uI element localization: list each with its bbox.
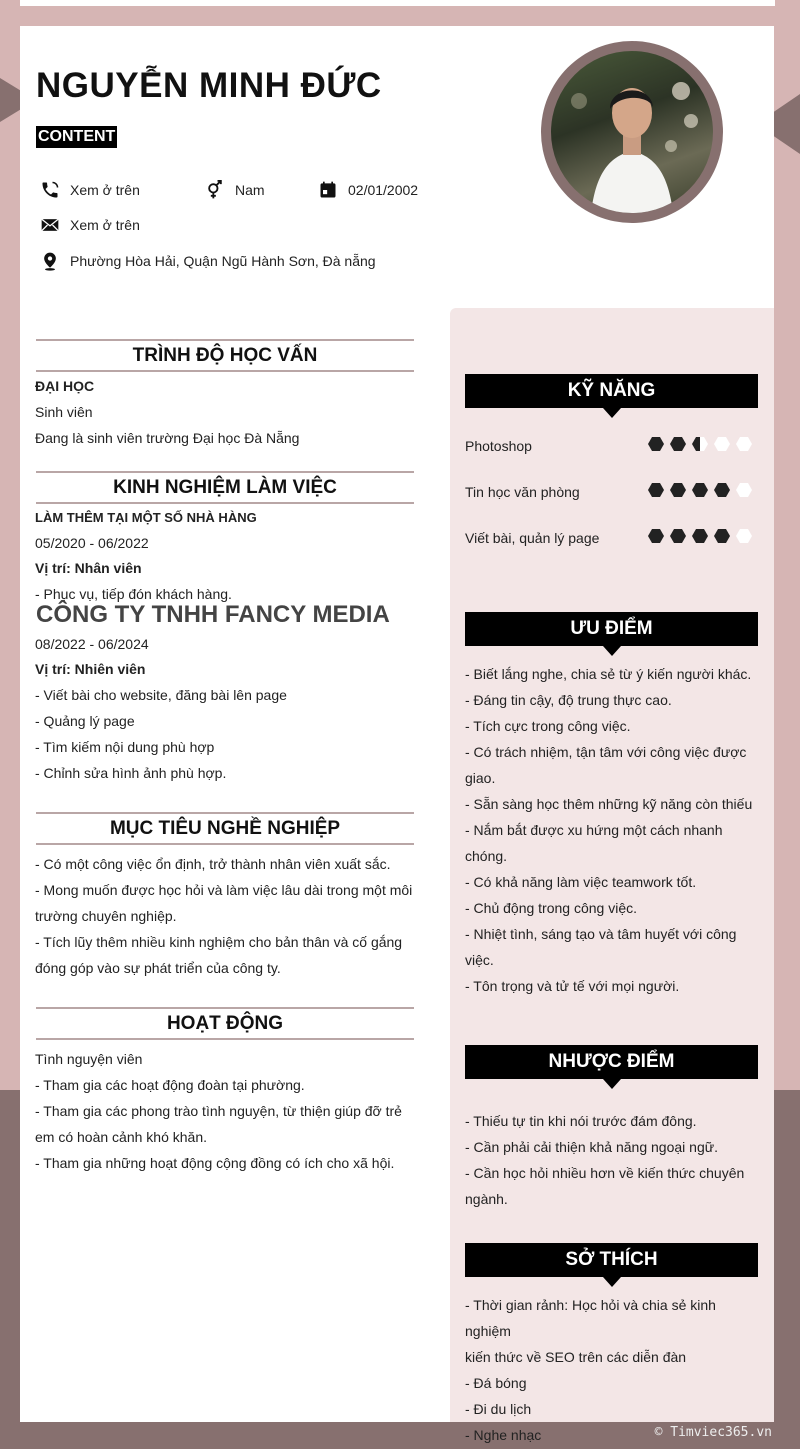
job2-detail: - Viết bài cho website, đăng bài lên page bbox=[35, 687, 287, 703]
job2-position: Vị trí: Nhiên viên bbox=[35, 661, 146, 677]
activity-line: em có hoàn cảnh khó khăn. bbox=[35, 1129, 208, 1145]
address-row bbox=[40, 250, 376, 272]
hobby-line: - Đi du lịch bbox=[465, 1401, 532, 1417]
phone-icon bbox=[40, 180, 60, 200]
objective-line: đóng góp vào sự phát triển của công ty. bbox=[35, 960, 281, 976]
activity-line: - Tham gia những hoạt động cộng đồng có ích cho xã hội. bbox=[35, 1155, 395, 1171]
skill-label: Photoshop bbox=[465, 438, 532, 454]
hobbies-title: SỞ THÍCH bbox=[465, 1243, 758, 1277]
experience-title: KINH NGHIỆM LÀM VIỆC bbox=[36, 471, 414, 504]
job2-period: 08/2022 - 06/2024 bbox=[35, 636, 149, 652]
weakness-line: - Thiếu tự tin khi nói trước đám đông. bbox=[465, 1113, 697, 1129]
skill-rating bbox=[648, 437, 752, 451]
skill-dot bbox=[692, 529, 708, 543]
email-value: Xem ở trên bbox=[70, 217, 140, 233]
candidate-name: NGUYỄN MINH ĐỨC bbox=[36, 66, 382, 105]
dob-value: 02/01/2002 bbox=[348, 182, 419, 198]
gender-value: Nam bbox=[235, 182, 265, 198]
strengths-title: ƯU ĐIỂM bbox=[465, 612, 758, 646]
strength-line: - Chủ động trong công việc. bbox=[465, 900, 637, 916]
strength-line: - Có trách nhiệm, tận tâm với công việc được bbox=[465, 744, 747, 760]
skill-dot bbox=[736, 483, 752, 497]
position-tag: CONTENT bbox=[36, 126, 117, 148]
strength-line: - Nắm bắt được xu hứng một cách nhanh bbox=[465, 822, 723, 838]
strength-line: - Tích cực trong công việc. bbox=[465, 718, 631, 734]
calendar-icon bbox=[318, 180, 338, 200]
strength-line: giao. bbox=[465, 770, 496, 786]
skill-dot bbox=[648, 529, 664, 543]
avatar-photo bbox=[551, 51, 713, 213]
education-school: ĐẠI HỌC bbox=[35, 378, 95, 394]
skill-label: Tin học văn phòng bbox=[465, 484, 580, 500]
skills-title: KỸ NĂNG bbox=[465, 374, 758, 408]
skill-dot bbox=[736, 529, 752, 543]
job1-period: 05/2020 - 06/2022 bbox=[35, 535, 149, 551]
objective-line: - Mong muốn được học hỏi và làm việc lâu dài trong một môi bbox=[35, 882, 413, 898]
strength-line: - Biết lắng nghe, chia sẻ từ ý kiến người khác. bbox=[465, 666, 752, 682]
job1-company: LÀM THÊM TẠI MỘT SỐ NHÀ HÀNG bbox=[35, 510, 257, 525]
activity-line: - Tham gia các phong trào tình nguyện, từ thiện giúp đỡ trẻ bbox=[35, 1103, 402, 1119]
dob-row bbox=[318, 180, 418, 200]
hobby-line: - Đá bóng bbox=[465, 1375, 527, 1391]
weaknesses-title: NHƯỢC ĐIỂM bbox=[465, 1045, 758, 1079]
skill-dot bbox=[692, 437, 708, 451]
watermark: © Timviec365.vn bbox=[654, 1425, 772, 1440]
education-status: Sinh viên bbox=[35, 404, 93, 420]
objective-line: - Có một công việc ổn định, trở thành nhân viên xuất sắc. bbox=[35, 856, 391, 872]
weakness-line: - Cần học hỏi nhiều hơn về kiến thức chuyên bbox=[465, 1165, 745, 1181]
skill-rating bbox=[648, 483, 752, 497]
education-title: TRÌNH ĐỘ HỌC VẤN bbox=[36, 339, 414, 372]
avatar-frame bbox=[541, 41, 723, 223]
strength-line: - Có khả năng làm việc teamwork tốt. bbox=[465, 874, 697, 890]
address-value: Phường Hòa Hải, Quận Ngũ Hành Sơn, Đà nẵng bbox=[70, 253, 376, 269]
job2-detail: - Tìm kiếm nội dung phù hợp bbox=[35, 739, 215, 755]
job2-detail: - Quảng lý page bbox=[35, 713, 135, 729]
objective-title: MỤC TIÊU NGHỀ NGHIỆP bbox=[36, 812, 414, 845]
hobby-line: - Nghe nhạc bbox=[465, 1427, 542, 1443]
activity-line: - Tham gia các hoạt động đoàn tại phường. bbox=[35, 1077, 305, 1093]
skill-dot bbox=[736, 437, 752, 451]
top-strip bbox=[20, 0, 775, 6]
skill-dot bbox=[648, 437, 664, 451]
strength-line: - Nhiệt tình, sáng tạo và tâm huyết với công bbox=[465, 926, 737, 942]
skill-dot bbox=[714, 437, 730, 451]
strength-line: - Sẵn sàng học thêm những kỹ năng còn thiếu bbox=[465, 796, 753, 812]
skill-dot bbox=[692, 483, 708, 497]
strength-line: - Đáng tin cậy, độ trung thực cao. bbox=[465, 692, 672, 708]
phone-row bbox=[40, 180, 140, 200]
skill-dot bbox=[670, 529, 686, 543]
strength-line: việc. bbox=[465, 952, 494, 968]
hobby-line: - Thời gian rảnh: Học hỏi và chia sẻ kinh nghiệm bbox=[465, 1297, 716, 1339]
location-pin-icon bbox=[40, 250, 60, 272]
skill-rating bbox=[648, 529, 752, 543]
skill-label: Viết bài, quản lý page bbox=[465, 530, 600, 546]
objective-line: trường chuyên nghiệp. bbox=[35, 908, 177, 924]
education-desc: Đang là sinh viên trường Đại học Đà Nẵng bbox=[35, 430, 300, 446]
job2-detail: - Chỉnh sửa hình ảnh phù hợp. bbox=[35, 765, 227, 781]
skill-dot bbox=[670, 437, 686, 451]
gender-icon bbox=[205, 180, 225, 200]
strengths-list bbox=[465, 661, 760, 999]
activities-title: HOẠT ĐỘNG bbox=[36, 1007, 414, 1040]
skill-dot bbox=[648, 483, 664, 497]
hobby-line: kiến thức về SEO trên các diễn đàn bbox=[465, 1349, 687, 1365]
skill-dot bbox=[670, 483, 686, 497]
objective-line: - Tích lũy thêm nhiều kinh nghiệm cho bản thân và cố gắng bbox=[35, 934, 403, 950]
job2-company: CÔNG TY TNHH FANCY MEDIA bbox=[36, 601, 390, 628]
avatar bbox=[551, 51, 713, 213]
skill-dot bbox=[714, 483, 730, 497]
weakness-line: ngành. bbox=[465, 1191, 508, 1207]
envelope-icon bbox=[40, 215, 60, 235]
strength-line: chóng. bbox=[465, 848, 508, 864]
email-row bbox=[40, 215, 140, 235]
strength-line: - Tôn trọng và tử tế với mọi người. bbox=[465, 978, 680, 994]
job1-detail: - Phục vụ, tiếp đón khách hàng. bbox=[35, 586, 232, 602]
weakness-line: - Cần phải cải thiện khả năng ngoại ngữ. bbox=[465, 1139, 718, 1155]
job1-position: Vị trí: Nhân viên bbox=[35, 560, 142, 576]
weaknesses-list bbox=[465, 1108, 760, 1212]
skill-dot bbox=[714, 529, 730, 543]
activity-line: Tình nguyện viên bbox=[35, 1051, 143, 1067]
phone-value: Xem ở trên bbox=[70, 182, 140, 198]
gender-row bbox=[205, 180, 265, 200]
